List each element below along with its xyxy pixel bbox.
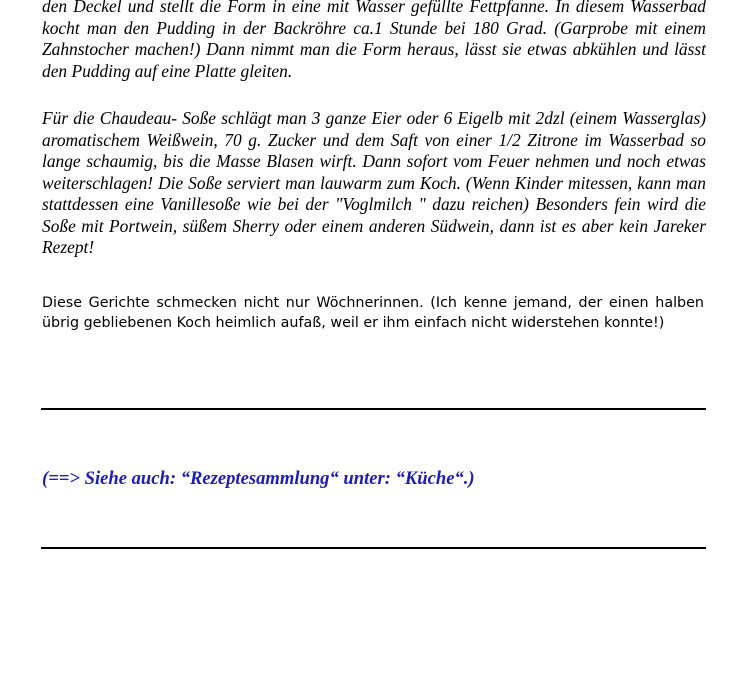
- recipe-paragraph-chaudeau-sauce: Für die Chaudeau- Soße schlägt man 3 ganze Eier oder 6 Eigelb mit 2dzl (einem Wasserglas) aromatischem Weißwein, 70 g. Zucker und dem Saft von einer 1/2 Zitrone im Wasserbad so lange schaumig, bis die Masse Blasen wirft. Dann sofort vom Feuer nehmen und noch etwas weiterschlagen! Die Soße serviert man lauwarm zum Koch. (Wenn Kinder mitessen, kann man stattdessen eine Vanillesoße wie bei der "Voglmilch " dazu reichen) Besonders fein wird die Soße mit Portwein, süßem Sherry oder einem anderen Südwein, dann ist es aber kein Jareker Rezept!: [42, 108, 706, 257]
- note-paragraph: Diese Gerichte schmecken nicht nur Wöchnerinnen. (Ich kenne jemand, der einen halben übrig gebliebenen Koch heimlich aufaß, weil er ihm einfach nicht widerstehen konnte!): [42, 295, 704, 331]
- horizontal-rule-bottom: [41, 547, 706, 549]
- see-also-reference: (==> Siehe auch: “Rezeptesammlung“ unter: “Küche“.): [42, 468, 475, 489]
- horizontal-rule-top: [41, 408, 706, 410]
- recipe-paragraph-baking: den Deckel und stellt die Form in eine mit Wasser gefüllte Fettpfanne. In diesem Wasserbad kocht man den Pudding in der Backröhre ca.1 Stunde bei 180 Grad. (Garprobe mit einem Zahnstocher machen!) Dann nimmt man die Form heraus, lässt sie etwas abkühlen und lässt den Pudding auf eine Platte gleiten.: [42, 0, 706, 81]
